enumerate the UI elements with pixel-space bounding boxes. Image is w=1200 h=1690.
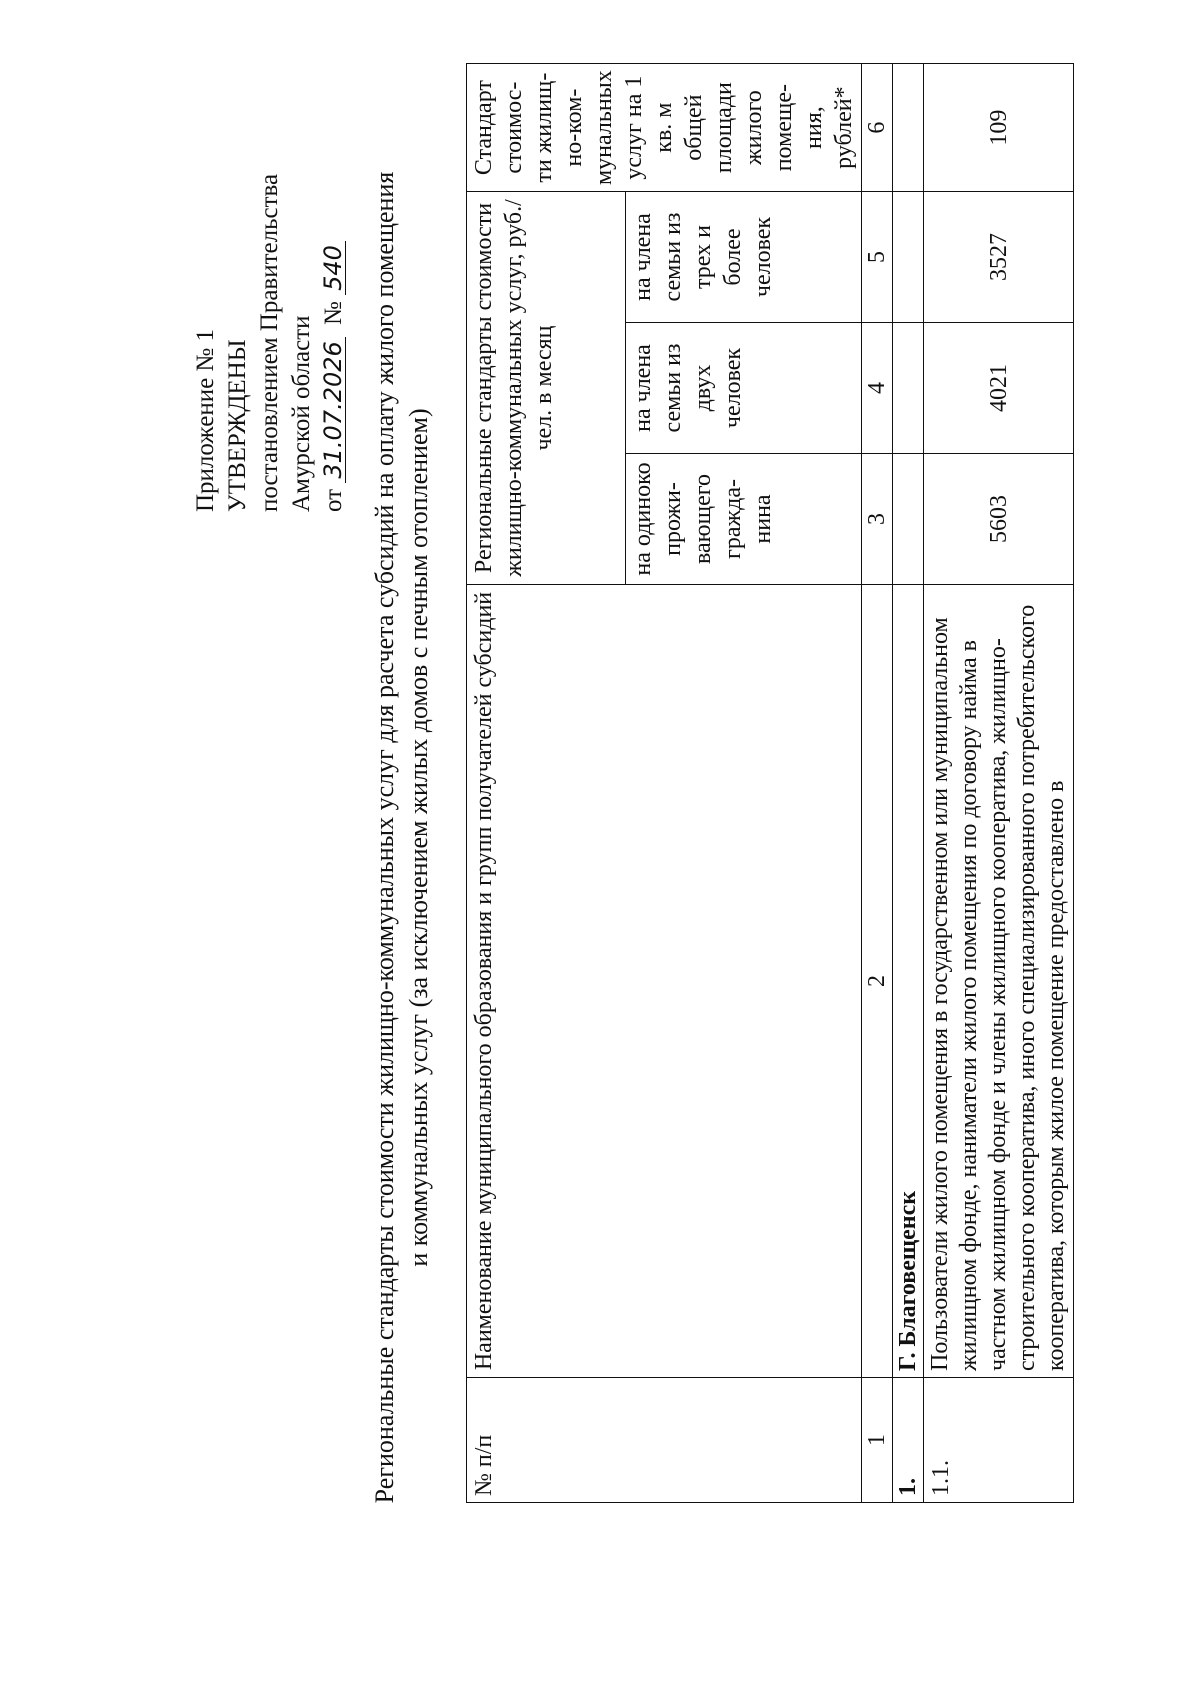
index-row: [862, 64, 893, 1503]
header-row-1: [467, 64, 626, 1503]
row-value-6: 109: [924, 64, 1074, 192]
header-col6: Стандарт стоимос-ти жилищ-но-ком-мунальных услуг на 1 кв. м общей площади жилого помеще-ния, рублей*: [467, 64, 862, 192]
header-col1: № п/п: [467, 1378, 862, 1503]
section-empty-6: [893, 64, 924, 192]
number-prefix: №: [320, 301, 347, 325]
approval-block: [190, 174, 350, 512]
handwritten-date: 31.07.2026: [321, 337, 346, 482]
approval-line-2: УТВЕРЖДЕНЫ: [224, 339, 251, 512]
approval-date-line: [318, 174, 350, 512]
date-prefix: от: [320, 488, 347, 512]
row-value-3: 5603: [924, 454, 1074, 585]
standards-table-wrapper: [466, 63, 1074, 1503]
header-group: Региональные стандарты стоимости жилищно-коммунальных услуг, руб./чел. в месяц: [467, 192, 626, 585]
section-empty-5: [893, 192, 924, 323]
section-number: 1.: [893, 1378, 924, 1503]
approval-line-4: Амурской области: [288, 315, 315, 512]
table-row: [924, 64, 1074, 1503]
row-text: Пользователи жилого помещения в государственном или муниципальном жилищном фонде, наниматели жилого помещения по договору найма в частном жилищном фонде и члены жилищного кооператива, жилищно-строительного кооператива, иного специализированного потребительского кооператива, которым жилое помещение предоставлено в: [924, 585, 1074, 1378]
header-col2: Наименование муниципального образования и групп получателей субсидий: [467, 585, 862, 1378]
handwritten-number: 540: [321, 241, 346, 295]
header-col5: на члена семьи из трех и более человек: [626, 192, 862, 323]
index-cell-4: 4: [862, 323, 893, 454]
row-number: 1.1.: [924, 1378, 1074, 1503]
approval-line-3: постановлением Правительства: [256, 173, 283, 512]
index-cell-5: 5: [862, 192, 893, 323]
section-empty-4: [893, 323, 924, 454]
index-cell-3: 3: [862, 454, 893, 585]
document-title: [368, 170, 436, 1505]
header-col4: на члена семьи из двух человек: [626, 323, 862, 454]
approval-line-1: Приложение № 1: [192, 328, 219, 512]
index-cell-2: 2: [862, 585, 893, 1378]
header-col3: на одиноко прожи-вающего гражда-нина: [626, 454, 862, 585]
row-value-4: 4021: [924, 323, 1074, 454]
section-row: [893, 64, 924, 1503]
title-line-1: Региональные стандарты стоимости жилищно-коммунальных услуг для расчета субсидий на оплату жилого помещения: [370, 171, 399, 1504]
section-name: Г. Благовещенск: [893, 585, 924, 1378]
index-cell-1: 1: [862, 1378, 893, 1503]
title-line-2: и коммунальных услуг (за исключением жилых домов с печным отоплением): [404, 408, 433, 1267]
standards-table: [466, 63, 1074, 1503]
section-empty-3: [893, 454, 924, 585]
index-cell-6: 6: [862, 64, 893, 192]
row-value-5: 3527: [924, 192, 1074, 323]
